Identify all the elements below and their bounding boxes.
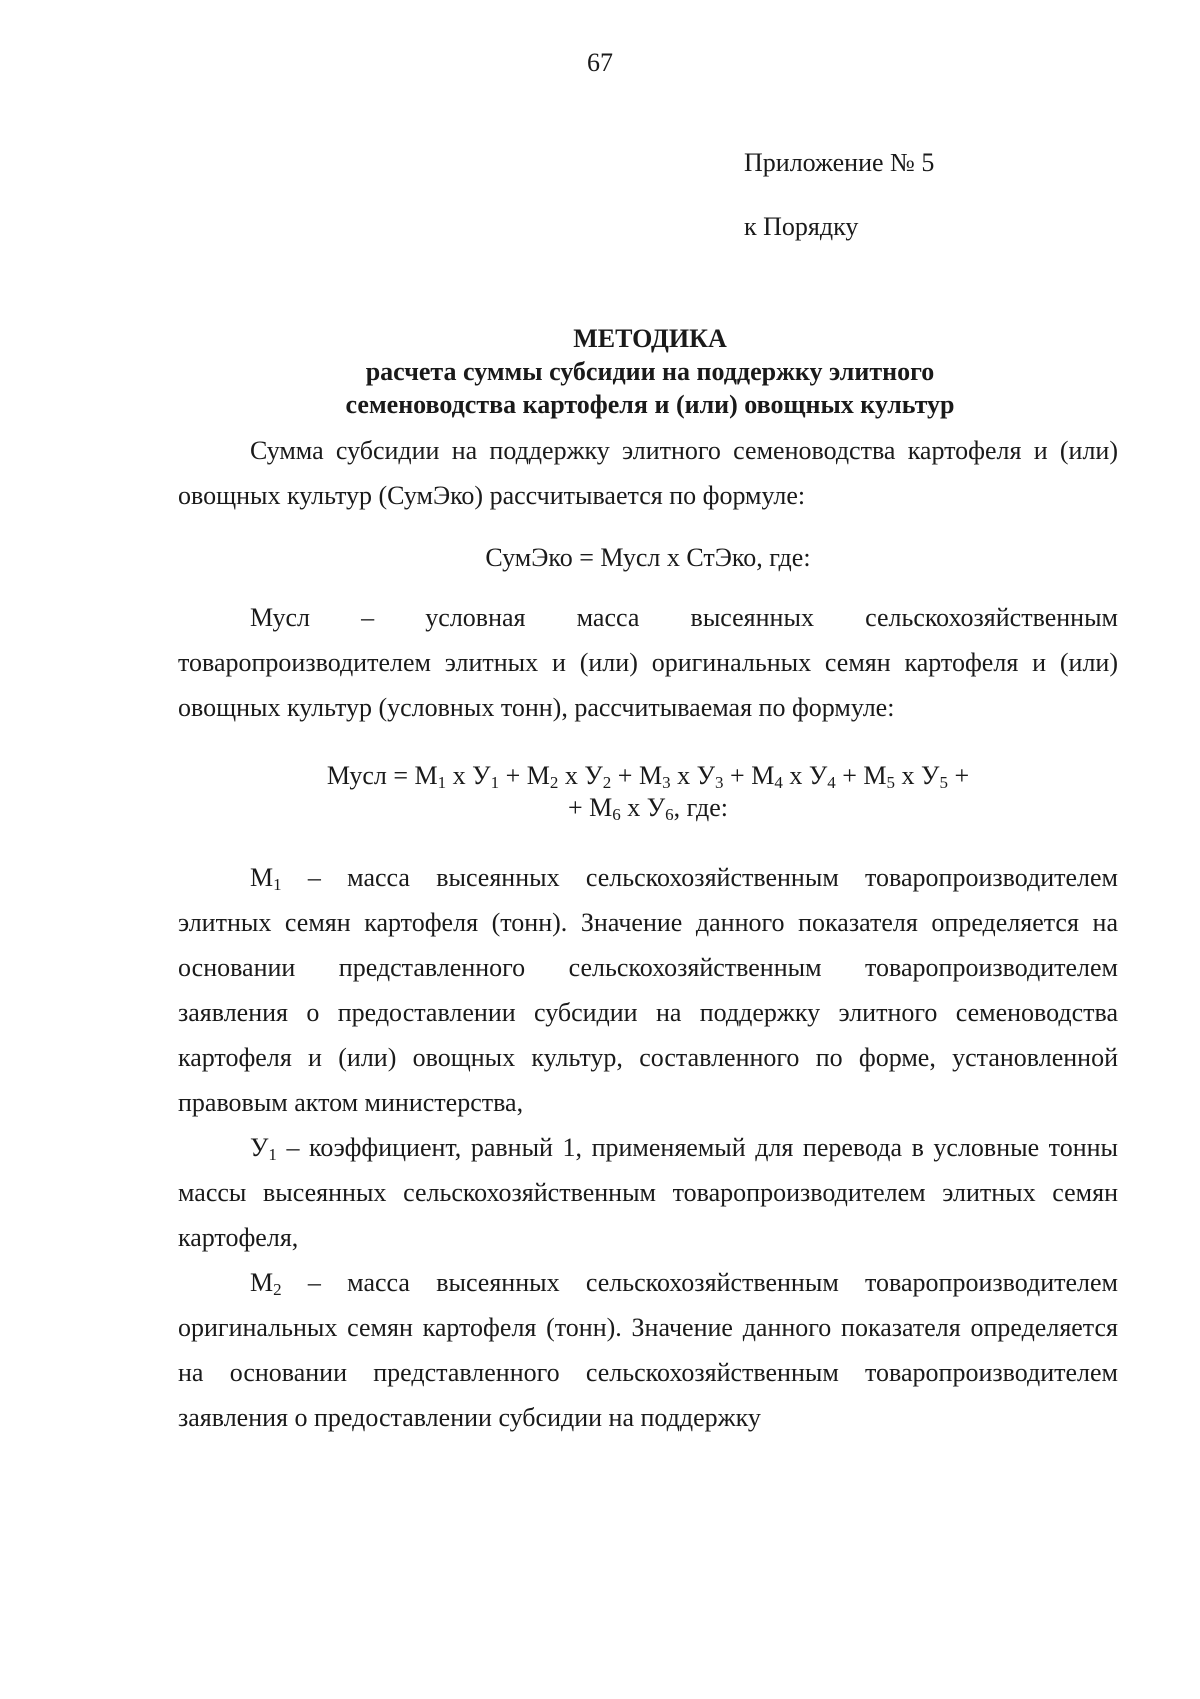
document-title: [180, 322, 1120, 421]
title-heading: МЕТОДИКА: [573, 324, 727, 353]
musl-definition-text: Мусл – условная масса высеянных сельскохозяйственным товаропроизводителем элитных и (или) оригинальных семян картофеля и (или) овощных культур (условных тонн), рассчитываемая по формуле:: [178, 603, 1118, 722]
page-number: 67: [587, 48, 613, 77]
variable-definitions: [178, 855, 1118, 1440]
formula-musl: [178, 760, 1118, 824]
intro-paragraph: [178, 428, 1118, 518]
u1-definition: $У_1$ – коэффициент, равный 1, применяемый для перевода в условные тонны массы высеянных сельскохозяйственным товаропроизводителем элитных семян картофеля,: [178, 1133, 1118, 1252]
m2-definition: $М_2$ – масса высеянных сельскохозяйственным товаропроизводителем оригинальных семян картофеля (тонн). Значение данного показателя определяется на основании представленного сельскохозяйственным товаропроизводителем заявления о предоставлении субсидии на поддержку: [178, 1268, 1118, 1432]
intro-text: Сумма субсидии на поддержку элитного семеноводства картофеля и (или) овощных культур (СумЭко) рассчитывается по формуле:: [178, 436, 1118, 510]
formula-sumeko: СумЭко = Мусл х СтЭко, где:: [485, 543, 811, 572]
appendix-reference: к Порядку: [744, 212, 859, 241]
formula-musl-line-1: Мусл = $М_1$ х $У_1 + М_2$ х $У_2 + М_3$ х $У_3 + М_4$ х $У_4 + М_5$ х $У_5$ +: [326, 761, 970, 792]
formula-musl-line-2: + $М_6$ х $У_6$, где:: [567, 793, 729, 824]
title-subline-1: расчета суммы субсидии на поддержку элитного: [365, 357, 935, 386]
appendix-number: Приложение № 5: [744, 148, 935, 177]
m1-definition: $М_1$ – масса высеянных сельскохозяйственным товаропроизводителем элитных семян картофеля (тонн). Значение данного показателя определяется на основании представленного сельскохозяйственным товаропроизводителем заявления о предоставлении субсидии на поддержку элитного семеноводства картофеля и (или) овощных культур, составленного по форме, установленной правовым актом министерства,: [178, 863, 1118, 1117]
title-subline-2: семеноводства картофеля и (или) овощных культур: [345, 390, 955, 419]
musl-definition: [178, 595, 1118, 730]
